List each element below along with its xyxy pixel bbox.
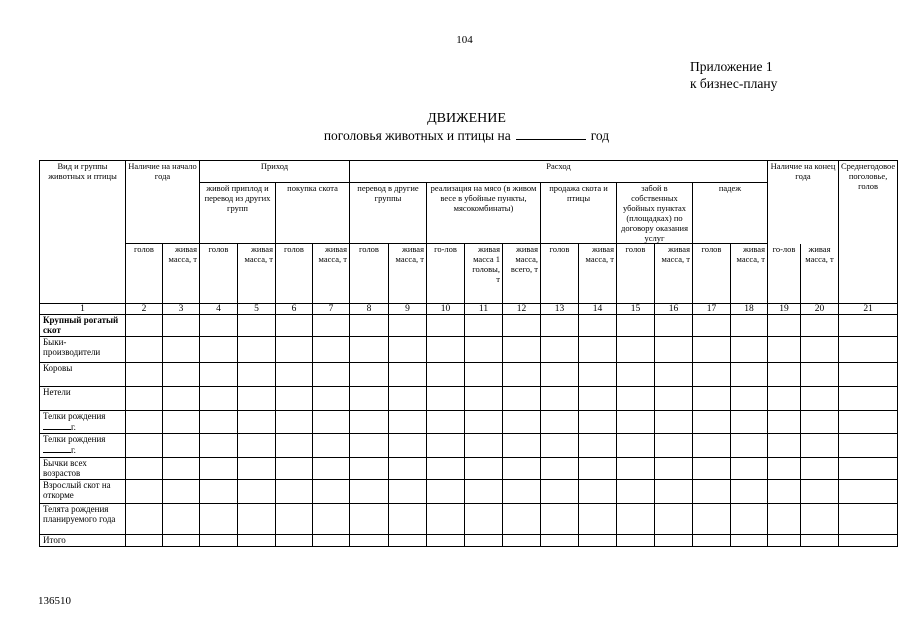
- table-cell: [465, 434, 503, 458]
- table-cell: [503, 434, 541, 458]
- table-cell: [200, 387, 238, 411]
- table-cell: [731, 458, 768, 480]
- table-cell: [617, 315, 655, 337]
- sub-heads-live: голов: [200, 244, 238, 304]
- table-cell: [276, 363, 313, 387]
- table-cell: [389, 337, 427, 363]
- table-cell: [503, 315, 541, 337]
- sub-mass-sale: живая масса, т: [579, 244, 617, 304]
- table-cell: [313, 458, 350, 480]
- column-number-row: [40, 304, 898, 315]
- col-num: 13: [541, 304, 579, 315]
- appendix-note: [690, 58, 777, 92]
- sub-mass-live: живая масса, т: [238, 244, 276, 304]
- table-cell: [465, 387, 503, 411]
- sub-heads-death: голов: [693, 244, 731, 304]
- table-cell: [350, 434, 389, 458]
- row-label-cows: Коровы: [40, 363, 126, 387]
- col-num: 21: [839, 304, 898, 315]
- header-income-buy: покупка скота: [276, 183, 350, 244]
- table-cell: [503, 337, 541, 363]
- table-cell: [731, 411, 768, 434]
- table-cell: [276, 504, 313, 535]
- table-cell: [238, 387, 276, 411]
- table-cell: [427, 434, 465, 458]
- table-cell: [579, 411, 617, 434]
- table-cell: [801, 387, 839, 411]
- table-cell: [276, 535, 313, 547]
- table-cell: [503, 480, 541, 504]
- table-cell: [541, 434, 579, 458]
- table-cell: [579, 480, 617, 504]
- table-cell: [655, 504, 693, 535]
- table-row: [40, 480, 898, 504]
- table-row: [40, 315, 898, 337]
- table-cell: [503, 411, 541, 434]
- col-num: 6: [276, 304, 313, 315]
- table-cell: [389, 458, 427, 480]
- row-label-calves-a: [40, 411, 126, 434]
- table-cell: [465, 363, 503, 387]
- table-cell: [389, 387, 427, 411]
- table-cell: [839, 535, 898, 547]
- header-expense: Расход: [350, 161, 768, 183]
- row-label-young: Телята рождения планируемого года: [40, 504, 126, 535]
- table-cell: [541, 387, 579, 411]
- table-cell: [693, 458, 731, 480]
- table-cell: [350, 337, 389, 363]
- table-row: [40, 434, 898, 458]
- table-cell: [655, 480, 693, 504]
- table-cell: [579, 387, 617, 411]
- header-exp-sale: продажа скота и птицы: [541, 183, 617, 244]
- table-cell: [579, 504, 617, 535]
- table-cell: [427, 504, 465, 535]
- table-row: [40, 504, 898, 535]
- table-cell: [276, 480, 313, 504]
- table-cell: [200, 434, 238, 458]
- table-cell: [276, 337, 313, 363]
- table-cell: [427, 315, 465, 337]
- table-cell: [693, 480, 731, 504]
- table-cell: [693, 387, 731, 411]
- col-num: 16: [655, 304, 693, 315]
- row-label-total: Итого: [40, 535, 126, 547]
- table-cell: [617, 387, 655, 411]
- table-cell: [200, 458, 238, 480]
- table-cell: [389, 434, 427, 458]
- col-num: 4: [200, 304, 238, 315]
- sub-heads-meat: го-лов: [427, 244, 465, 304]
- table-cell: [313, 387, 350, 411]
- table-cell: [801, 315, 839, 337]
- table-cell: [465, 480, 503, 504]
- table-cell: [693, 363, 731, 387]
- table-cell: [163, 458, 200, 480]
- sub-heads-sale: голов: [541, 244, 579, 304]
- table-cell: [801, 337, 839, 363]
- table-cell: [200, 480, 238, 504]
- table-cell: [768, 387, 801, 411]
- table-cell: [427, 535, 465, 547]
- table-cell: [389, 411, 427, 434]
- col-num: 3: [163, 304, 200, 315]
- table-cell: [768, 458, 801, 480]
- table-cell: [163, 315, 200, 337]
- row-label-heifers: Нетели: [40, 387, 126, 411]
- table-cell: [276, 411, 313, 434]
- table-cell: [693, 315, 731, 337]
- table-row: [40, 535, 898, 547]
- table-cell: [350, 387, 389, 411]
- table-cell: [655, 434, 693, 458]
- subtitle-text: поголовья животных и птицы на: [323, 128, 511, 143]
- row-label-bullocks: Бычки всех возрастов: [40, 458, 126, 480]
- table-cell: [579, 434, 617, 458]
- table-cell: [200, 504, 238, 535]
- table-cell: [126, 480, 163, 504]
- table-cell: [313, 535, 350, 547]
- footer-code: 136510: [38, 595, 71, 607]
- table-cell: [655, 458, 693, 480]
- table-cell: [313, 504, 350, 535]
- col-num: 10: [427, 304, 465, 315]
- col-num: 20: [801, 304, 839, 315]
- table-cell: [839, 363, 898, 387]
- table-cell: [617, 411, 655, 434]
- table-row: [40, 337, 898, 363]
- table-cell: [313, 337, 350, 363]
- table-cell: [541, 363, 579, 387]
- table-cell: [617, 480, 655, 504]
- table-row: [40, 458, 898, 480]
- col-num: 5: [238, 304, 276, 315]
- table-cell: [541, 411, 579, 434]
- table-cell: [579, 458, 617, 480]
- table-cell: [389, 504, 427, 535]
- table-cell: [126, 315, 163, 337]
- table-cell: [768, 337, 801, 363]
- table-cell: [731, 387, 768, 411]
- table-cell: [839, 411, 898, 434]
- table-cell: [313, 411, 350, 434]
- table-cell: [801, 411, 839, 434]
- table-cell: [163, 480, 200, 504]
- table-cell: [768, 411, 801, 434]
- header-end: Наличие на конец года: [768, 161, 839, 244]
- subtitle-year-word: год: [590, 128, 610, 143]
- table-row: [40, 387, 898, 411]
- row-label-bulls: Быки-производители: [40, 337, 126, 363]
- calves-a-suffix: г.: [71, 422, 76, 432]
- table-cell: [200, 363, 238, 387]
- table-cell: [839, 504, 898, 535]
- year-blank-line: [43, 421, 71, 430]
- table-cell: [731, 504, 768, 535]
- table-cell: [126, 411, 163, 434]
- table-cell: [163, 387, 200, 411]
- year-blank-line: [516, 128, 586, 140]
- table-cell: [801, 504, 839, 535]
- table-cell: [427, 387, 465, 411]
- table-cell: [801, 434, 839, 458]
- calves-b-suffix: г.: [71, 445, 76, 455]
- table-cell: [427, 337, 465, 363]
- table-cell: [541, 337, 579, 363]
- table-cell: [579, 535, 617, 547]
- table-cell: [163, 411, 200, 434]
- table-cell: [768, 315, 801, 337]
- col-num: 9: [389, 304, 427, 315]
- sub-heads-buy: голов: [276, 244, 313, 304]
- table-cell: [655, 535, 693, 547]
- table-cell: [801, 535, 839, 547]
- table-cell: [768, 434, 801, 458]
- table-cell: [200, 411, 238, 434]
- header-start: Наличие на начало года: [126, 161, 200, 244]
- sub-mass-total-meat: живая масса, всего, т: [503, 244, 541, 304]
- table-cell: [655, 363, 693, 387]
- table-cell: [579, 337, 617, 363]
- col-num: 12: [503, 304, 541, 315]
- table-cell: [238, 337, 276, 363]
- table-cell: [238, 458, 276, 480]
- table-cell: [126, 504, 163, 535]
- table-cell: [541, 535, 579, 547]
- sub-mass-end: живая масса, т: [801, 244, 839, 304]
- table-cell: [350, 504, 389, 535]
- table-cell: [126, 434, 163, 458]
- table-cell: [768, 504, 801, 535]
- table-cell: [427, 411, 465, 434]
- table-cell: [693, 434, 731, 458]
- table-cell: [238, 480, 276, 504]
- table-cell: [541, 504, 579, 535]
- table-cell: [313, 363, 350, 387]
- table-cell: [126, 337, 163, 363]
- sub-heads-start: голов: [126, 244, 163, 304]
- sub-heads-transfer: голов: [350, 244, 389, 304]
- sub-mass-start: живая масса, т: [163, 244, 200, 304]
- table-cell: [617, 363, 655, 387]
- table-cell: [503, 504, 541, 535]
- table-cell: [617, 337, 655, 363]
- table-cell: [238, 363, 276, 387]
- table-cell: [276, 387, 313, 411]
- table-cell: [276, 434, 313, 458]
- table-cell: [579, 315, 617, 337]
- table-cell: [839, 337, 898, 363]
- table-cell: [126, 387, 163, 411]
- table-cell: [579, 363, 617, 387]
- row-label-fattening: Взрослый скот на откорме: [40, 480, 126, 504]
- table-cell: [427, 458, 465, 480]
- table-cell: [839, 434, 898, 458]
- table-cell: [350, 535, 389, 547]
- table-cell: [163, 504, 200, 535]
- col-num: 17: [693, 304, 731, 315]
- table-cell: [163, 363, 200, 387]
- header-exp-slaughter: забой в собственных убойных пунктах (площадках) по договору оказания услуг: [617, 183, 693, 244]
- col-num: 15: [617, 304, 655, 315]
- table-cell: [839, 480, 898, 504]
- table-cell: [238, 411, 276, 434]
- appendix-line-1: Приложение 1: [690, 59, 773, 74]
- table-cell: [200, 337, 238, 363]
- table-cell: [731, 535, 768, 547]
- sub-heads-end: го-лов: [768, 244, 801, 304]
- table-cell: [541, 458, 579, 480]
- table-cell: [617, 504, 655, 535]
- header-group: Вид и группы животных и птицы: [40, 161, 126, 304]
- table-cell: [839, 387, 898, 411]
- table-cell: [768, 535, 801, 547]
- col-num: 1: [40, 304, 126, 315]
- table-cell: [465, 315, 503, 337]
- table-cell: [350, 458, 389, 480]
- table-cell: [238, 315, 276, 337]
- table-cell: [465, 535, 503, 547]
- table-cell: [503, 363, 541, 387]
- table-cell: [617, 458, 655, 480]
- table-cell: [731, 337, 768, 363]
- document-subtitle: [0, 128, 905, 144]
- table-cell: [465, 337, 503, 363]
- table-cell: [200, 535, 238, 547]
- col-num: 18: [731, 304, 768, 315]
- table-cell: [238, 535, 276, 547]
- header-income-live: живой приплод и перевод из других групп: [200, 183, 276, 244]
- row-label-calves-b: [40, 434, 126, 458]
- sub-mass-transfer: живая масса, т: [389, 244, 427, 304]
- table-row: [40, 363, 898, 387]
- table-cell: [350, 480, 389, 504]
- col-num: 11: [465, 304, 503, 315]
- table-cell: [768, 363, 801, 387]
- page-number: 104: [456, 34, 473, 46]
- table-cell: [126, 363, 163, 387]
- header-exp-death: падеж: [693, 183, 768, 244]
- table-cell: [276, 458, 313, 480]
- table-cell: [350, 315, 389, 337]
- table-cell: [801, 480, 839, 504]
- table-cell: [389, 315, 427, 337]
- col-num: 8: [350, 304, 389, 315]
- table-cell: [465, 504, 503, 535]
- table-cell: [839, 458, 898, 480]
- table-cell: [389, 363, 427, 387]
- header-average: Среднегодовое поголовье, голов: [839, 161, 898, 304]
- sub-mass-head-meat: живая масса 1 головы, т: [465, 244, 503, 304]
- table-cell: [617, 535, 655, 547]
- table-cell: [427, 363, 465, 387]
- table-row: [40, 411, 898, 434]
- table-cell: [693, 337, 731, 363]
- table-cell: [126, 458, 163, 480]
- sub-mass-slaughter: живая масса, т: [655, 244, 693, 304]
- table-cell: [731, 315, 768, 337]
- calves-b-text: Телки рождения: [43, 434, 106, 444]
- table-cell: [617, 434, 655, 458]
- table-cell: [200, 315, 238, 337]
- table-cell: [350, 411, 389, 434]
- col-num: 2: [126, 304, 163, 315]
- table-cell: [801, 363, 839, 387]
- table-cell: [126, 535, 163, 547]
- document-title: ДВИЖЕНИЕ: [427, 111, 506, 126]
- table-cell: [313, 315, 350, 337]
- table-cell: [389, 535, 427, 547]
- table-cell: [238, 434, 276, 458]
- table-cell: [693, 504, 731, 535]
- table-cell: [163, 434, 200, 458]
- appendix-line-2: к бизнес-плану: [690, 76, 778, 91]
- calves-a-text: Телки рождения: [43, 411, 106, 421]
- table-cell: [731, 434, 768, 458]
- table-cell: [313, 434, 350, 458]
- table-cell: [541, 480, 579, 504]
- header-exp-meat: реализация на мясо (в живом весе в убойные пункты, мясокомбинаты): [427, 183, 541, 244]
- table-cell: [465, 458, 503, 480]
- col-num: 14: [579, 304, 617, 315]
- table-cell: [389, 480, 427, 504]
- table-cell: [465, 411, 503, 434]
- col-num: 19: [768, 304, 801, 315]
- table-cell: [839, 315, 898, 337]
- table-cell: [768, 480, 801, 504]
- table-cell: [503, 458, 541, 480]
- table-cell: [541, 315, 579, 337]
- table-cell: [503, 535, 541, 547]
- header-exp-transfer: перевод в другие группы: [350, 183, 427, 244]
- table-cell: [238, 504, 276, 535]
- table-cell: [163, 337, 200, 363]
- table-cell: [731, 480, 768, 504]
- row-label-cattle: Крупный рогатый скот: [40, 315, 126, 337]
- table-cell: [350, 363, 389, 387]
- table-cell: [427, 480, 465, 504]
- table-cell: [313, 480, 350, 504]
- sub-heads-slaughter: голов: [617, 244, 655, 304]
- table-cell: [801, 458, 839, 480]
- table-cell: [655, 337, 693, 363]
- table-cell: [693, 411, 731, 434]
- table-cell: [655, 411, 693, 434]
- table-cell: [163, 535, 200, 547]
- table-cell: [731, 363, 768, 387]
- table-cell: [503, 387, 541, 411]
- table-cell: [655, 387, 693, 411]
- col-num: 7: [313, 304, 350, 315]
- sub-mass-buy: живая масса, т: [313, 244, 350, 304]
- table-cell: [276, 315, 313, 337]
- sub-mass-death: живая масса, т: [731, 244, 768, 304]
- table-cell: [655, 315, 693, 337]
- year-blank-line: [43, 444, 71, 453]
- header-income: Приход: [200, 161, 350, 183]
- table-cell: [693, 535, 731, 547]
- livestock-movement-table: [39, 160, 898, 547]
